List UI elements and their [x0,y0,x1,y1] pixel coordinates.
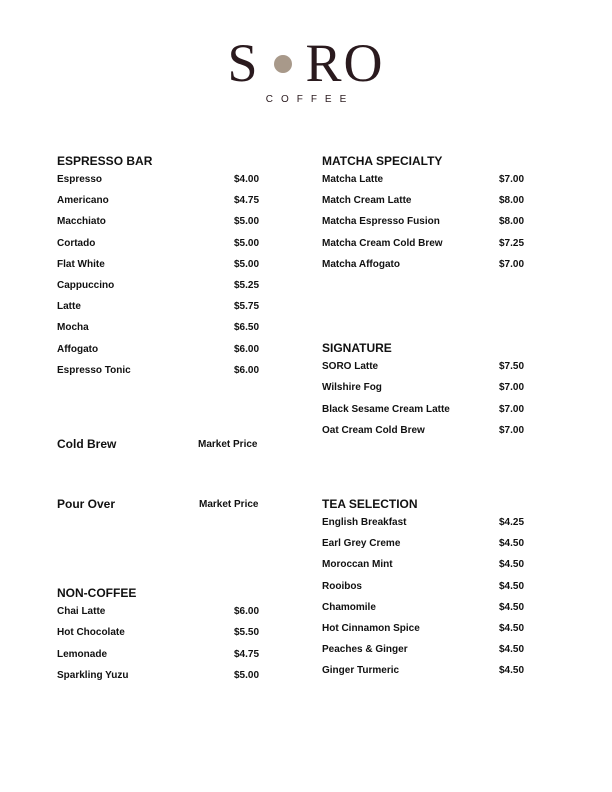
menu-item-price: $5.25 [234,280,260,291]
espresso-bar-item [57,321,274,335]
menu-item-name: Hot Chocolate [57,627,125,639]
menu-item-price: $8.00 [499,195,525,207]
menu-item-price: $4.50 [499,665,525,677]
menu-item-price: $4.25 [499,517,525,528]
menu-item-name: Chamomile [322,601,376,613]
menu-item-price: $6.00 [234,364,260,376]
menu-item-price: $4.50 [499,623,525,634]
espresso-bar-item [57,258,274,272]
non-coffee-title: NON-COFFEE [57,586,137,600]
menu-item-name: Cortado [57,237,96,249]
menu-item-name: Wilshire Fog [322,382,382,394]
menu-item-name: Mocha [57,322,89,334]
matcha-item [322,237,539,251]
menu-item-name: Sparkling Yuzu [57,669,129,681]
menu-item-name: Moroccan Mint [322,559,393,571]
menu-item-price: $4.50 [499,538,525,550]
menu-item-name: Cappuccino [57,280,115,291]
menu-item-price: $4.75 [234,648,260,660]
tea-item [322,622,539,636]
cold-brew-label: Cold Brew [57,437,117,451]
menu-item-name: Macchiato [57,216,106,228]
signature-item [322,424,539,438]
menu-item-name: Matcha Espresso Fusion [322,216,440,228]
logo-dot-icon [274,55,292,73]
menu-item-price: $5.50 [234,627,260,639]
matcha-item [322,215,539,229]
signature-item [322,403,539,417]
matcha-specialty-title: MATCHA SPECIALTY [322,154,443,168]
non-coffee-item [57,669,274,683]
menu-item-name: Lemonade [57,648,108,660]
non-coffee-item [57,648,274,662]
menu-item-price: $4.50 [499,601,525,613]
espresso-bar-item [57,300,274,314]
espresso-bar-item [57,194,274,208]
signature-item [322,360,539,374]
menu-item-name: Americano [57,195,109,207]
tea-item [322,537,539,551]
menu-item-price: $7.00 [499,382,525,394]
tea-item [322,580,539,594]
tea-item [322,664,539,678]
menu-item-price: $5.00 [234,237,260,249]
menu-item-name: Matcha Cream Cold Brew [322,237,443,249]
menu-item-name: Espresso Tonic [57,364,131,376]
matcha-item [322,194,539,208]
menu-item-name: Flat White [57,258,105,270]
logo-subtitle: COFFEE [265,94,355,105]
menu-item-name: Espresso [57,174,103,185]
signature-title: SIGNATURE [322,341,392,355]
menu-item-price: $4.50 [499,580,525,592]
menu-item-price: $7.25 [499,237,525,249]
menu-item-price: $4.00 [234,174,260,185]
menu-item-name: Ginger Turmeric [322,665,400,677]
matcha-item [322,258,539,272]
tea-selection-title: TEA SELECTION [322,497,418,511]
espresso-bar-item [57,364,274,378]
menu-item-price: $4.75 [234,195,260,207]
soro-coffee-logo [0,34,612,105]
menu-item-price: $5.00 [234,216,260,228]
non-coffee-item [57,626,274,640]
menu-item-name: Hot Cinnamon Spice [322,623,420,634]
menu-item-name: Chai Latte [57,606,106,617]
menu-item-price: $6.00 [234,606,260,617]
menu-item-name: Latte [57,301,81,313]
menu-item-price: $4.50 [499,559,525,571]
menu-item-price: $5.00 [234,258,260,270]
tea-item [322,601,539,615]
tea-item [322,643,539,657]
logo-letters-ro: RO [305,33,385,93]
menu-item-price: $4.50 [499,644,525,656]
espresso-bar-title: ESPRESSO BAR [57,154,153,168]
espresso-bar-item [57,279,274,293]
menu-item-name: Matcha Latte [322,174,384,185]
menu-item-price: $5.00 [234,669,260,681]
menu-item-name: Oat Cream Cold Brew [322,424,425,436]
espresso-bar-item [57,173,274,187]
menu-item-price: $7.00 [499,403,525,415]
pour-over-label: Pour Over [57,497,116,511]
tea-item [322,516,539,530]
logo-letter-s: S [227,33,260,93]
menu-item-price: $7.00 [499,174,525,185]
menu-item-name: Earl Grey Creme [322,538,401,550]
menu-item-price: $7.00 [499,424,525,436]
espresso-bar-item [57,343,274,357]
menu-item-name: Match Cream Latte [322,195,412,207]
menu-item-name: Matcha Affogato [322,258,400,270]
cold-brew-price: Market Price [198,439,258,450]
menu-item-name: Black Sesame Cream Latte [322,403,450,415]
menu-item-name: SORO Latte [322,361,379,372]
signature-item [322,381,539,395]
espresso-bar-item [57,215,274,229]
tea-item [322,558,539,572]
menu-item-price: $7.00 [499,258,525,270]
menu-item-price: $5.75 [234,301,260,313]
menu-item-price: $7.50 [499,361,525,372]
menu-item-name: Rooibos [322,580,362,592]
espresso-bar-item [57,237,274,251]
menu-item-name: English Breakfast [322,517,407,528]
menu-item-price: $6.50 [234,322,260,334]
non-coffee-item [57,605,274,619]
logo-wordmark [227,34,384,92]
matcha-item [322,173,539,187]
pour-over-price: Market Price [199,499,259,510]
menu-item-name: Affogato [57,343,99,355]
menu-item-price: $8.00 [499,216,525,228]
menu-item-price: $6.00 [234,343,260,355]
menu-item-name: Peaches & Ginger [322,644,408,656]
